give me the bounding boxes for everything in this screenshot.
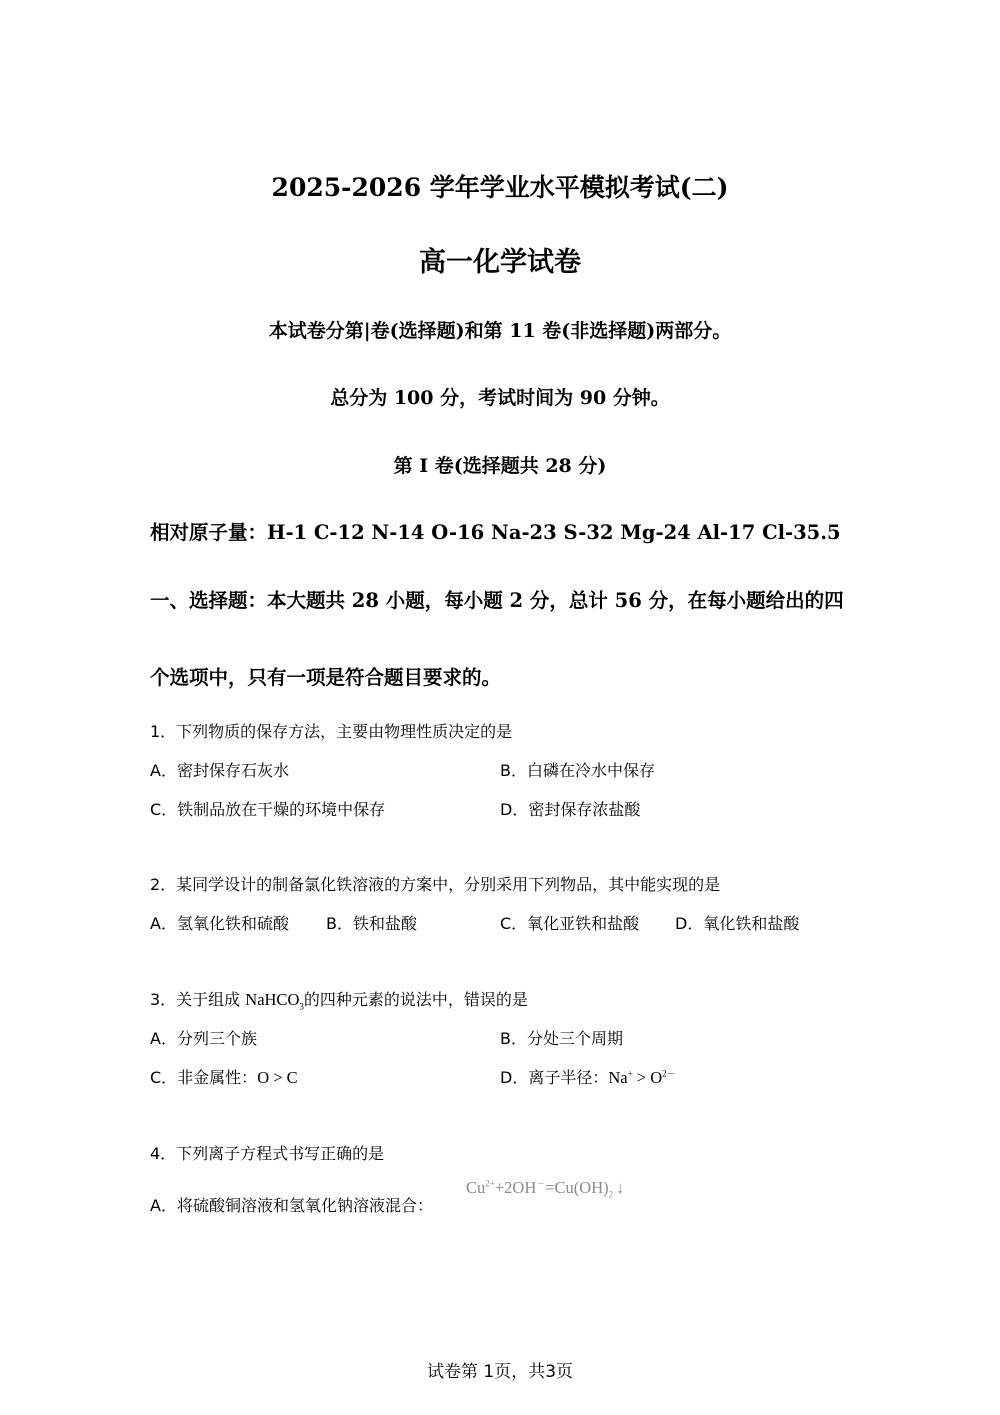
q4-product: =Cu(OH) — [545, 1178, 609, 1197]
exam-title: 2025-2026 学年学业水平模拟考试(二) — [271, 173, 729, 202]
atomic-mass-line — [150, 517, 841, 545]
q3-o-charge: 2－ — [662, 1068, 676, 1079]
q3-formula-main: NaHCO — [245, 990, 300, 1009]
q1-option-b: B．白磷在冷水中保存 — [500, 761, 655, 780]
q3-gt-o: > O — [632, 1068, 663, 1087]
section1-instruction-line1: 一、选择题：本大题共 28 小题，每小题 2 分，总计 56 分，在每小题给出的四 — [150, 589, 844, 612]
q3-na-charge: + — [627, 1068, 633, 1079]
q3-option-c — [150, 1065, 298, 1088]
q3-formula-subscript: 3 — [299, 1001, 304, 1012]
atomic-mass-label: 相对原子量： — [150, 521, 268, 544]
q3-stem — [150, 987, 528, 1010]
q1-option-d: D．密封保存浓盐酸 — [500, 800, 641, 819]
q3-option-d-formula — [608, 1068, 675, 1087]
q3-option-a: A．分列三个族 — [150, 1029, 257, 1048]
q4-stem: 4．下列离子方程式书写正确的是 — [150, 1144, 385, 1163]
q4-product-subscript: 2 — [608, 1189, 614, 1200]
q2-option-a: A．氢氧化铁和硫酸 — [150, 914, 289, 933]
section1-instruction-line2: 个选项中，只有一项是符合题目要求的。 — [150, 666, 502, 689]
page-footer: 试卷第 1页，共3页 — [426, 1362, 574, 1382]
q3-option-d-label: D．离子半径： — [500, 1068, 609, 1087]
q1-stem: 1．下列物质的保存方法，主要由物理性质决定的是 — [150, 722, 513, 741]
q3-option-d — [500, 1065, 676, 1088]
q3-option-b: B．分处三个周期 — [500, 1029, 623, 1048]
exam-subject-title: 高一化学试卷 — [419, 247, 581, 278]
q3-stem-prefix: 3．关于组成 — [150, 990, 246, 1009]
q3-stem-suffix: 的四种元素的说法中，错误的是 — [303, 990, 528, 1009]
q3-option-c-value: O > C — [257, 1068, 298, 1087]
q3-option-c-label: C．非金属性： — [150, 1068, 258, 1087]
q4-hydroxide: +2OH — [494, 1178, 537, 1197]
q4-option-a-equation — [466, 1178, 624, 1198]
q2-option-b: B．铁和盐酸 — [326, 914, 417, 933]
q1-option-c: C．铁制品放在干燥的环境中保存 — [150, 800, 386, 819]
intro-score-time-line: 总分为 100 分，考试时间为 90 分钟。 — [330, 387, 670, 409]
q2-option-c: C．氧化亚铁和盐酸 — [500, 914, 640, 933]
q3-formula — [245, 990, 304, 1012]
q4-cu-charge: 2+ — [485, 1178, 495, 1189]
q1-option-a: A．密封保存石灰水 — [150, 761, 289, 780]
q2-stem: 2．某同学设计的制备氯化铁溶液的方案中，分别采用下列物品，其中能实现的是 — [150, 875, 721, 894]
precipitate-arrow-icon: ↓ — [616, 1178, 625, 1197]
q2-option-d: D．氧化铁和盐酸 — [675, 914, 800, 933]
q4-oh-charge: － — [536, 1178, 546, 1189]
q4-option-a-label: A．将硫酸铜溶液和氢氧化钠溶液混合： — [150, 1196, 433, 1215]
q4-cu: Cu — [466, 1178, 486, 1197]
volume-heading: 第 I 卷(选择题共 28 分) — [393, 455, 607, 477]
q3-na: Na — [608, 1068, 628, 1087]
intro-structure-line: 本试卷分第|卷(选择题)和第 11 卷(非选择题)两部分。 — [268, 320, 732, 342]
atomic-mass-values: H-1 C-12 N-14 O-16 Na-23 S-32 Mg-24 Al-17 Cl-35.5 — [267, 521, 841, 544]
